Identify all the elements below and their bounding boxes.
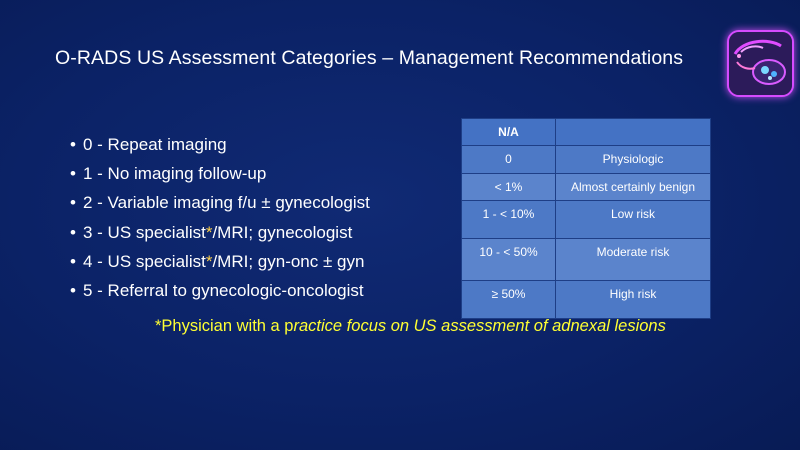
list-item-text: 0 - Repeat imaging [83,135,227,154]
list-item [70,130,370,159]
table-cell-risk: Low risk [556,201,711,239]
list-item [70,159,370,188]
list-item-text: 1 - No imaging follow-up [83,164,267,184]
bullet-marker: • [70,281,76,301]
footnote-italic-text: ractice focus on US assessment of adnexal lesions [293,317,666,335]
risk-table [461,118,711,319]
slide-title: O-RADS US Assessment Categories – Management Recommendations [55,47,684,69]
list-item-text-tail: /MRI; gynecologist [212,222,353,242]
list-item [70,218,370,247]
footnote-text: *Physician with a p [155,317,294,335]
table-row [462,281,711,319]
footnote [155,317,666,336]
list-item-text-tail: /MRI; gyn-onc ± gyn [212,251,365,271]
table-header-cell [556,119,711,146]
bullet-marker: • [70,193,76,213]
table-cell-risk: Almost certainly benign [556,174,711,201]
table-cell-range: 10 - < 50% [462,239,556,281]
list-item [70,276,370,305]
list-item-text: 4 - US specialist [83,251,206,271]
table-header-cell: N/A [462,119,556,146]
list-item [70,247,370,276]
table-cell-range: 0 [462,146,556,174]
ovary-ultrasound-logo-icon [727,30,794,97]
table-cell-risk: High risk [556,281,711,319]
bullet-marker: • [70,222,76,242]
table-cell-risk: Physiologic [556,146,711,174]
list-item-text: 5 - Referral to gynecologic-oncologist [83,281,364,301]
asterisk-marker: * [205,251,213,271]
table-cell-range: < 1% [462,174,556,201]
table-row [462,146,711,174]
table-cell-risk: Moderate risk [556,239,711,281]
table-cell-range: ≥ 50% [462,281,556,319]
bullet-marker: • [70,135,76,154]
table-header-row [462,119,711,146]
list-item-text: 2 - Variable imaging f/u ± gynecologist [83,193,370,213]
bullet-marker: • [70,251,76,271]
list-item [70,188,370,217]
asterisk-marker: * [205,222,213,242]
table-row [462,239,711,281]
bullet-marker: • [70,164,76,184]
table-row [462,174,711,201]
table-cell-range: 1 - < 10% [462,201,556,239]
list-item-text: 3 - US specialist [83,222,206,242]
management-list [70,130,370,305]
table-row [462,201,711,239]
